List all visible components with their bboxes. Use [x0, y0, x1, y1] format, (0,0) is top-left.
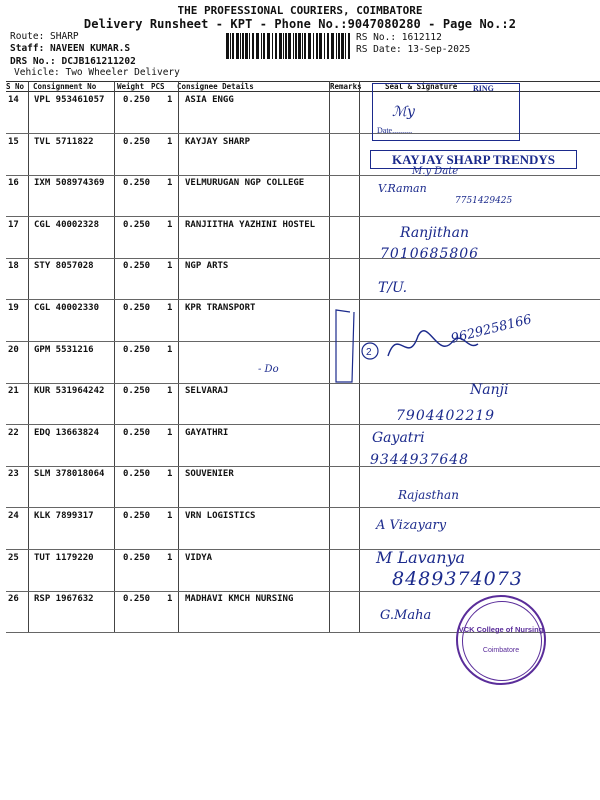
rs-date: RS Date: 13-Sep-2025	[356, 44, 471, 55]
row-weight: 0.250	[123, 344, 151, 355]
row-consignment: VPL 953461057	[34, 95, 105, 105]
col-consignee-header: Consignee Details	[177, 82, 254, 91]
drs-label: DRS No.: DCJB161211202	[10, 56, 136, 67]
row-weight: 0.250	[123, 511, 151, 521]
signature-row-18: T/U.	[378, 280, 408, 296]
barcode-bar	[345, 33, 346, 59]
row-consignment: CGL 40002328	[34, 219, 100, 230]
row-weight: 0.250	[123, 594, 151, 605]
row-weight: 0.250	[123, 95, 151, 105]
staff-label: Staff: NAVEEN KUMAR.S	[10, 43, 131, 54]
row-pcs: 1	[167, 344, 173, 355]
row-pcs: 1	[167, 386, 173, 397]
company-title: THE PROFESSIONAL COURIERS, COIMBATORE	[177, 4, 423, 17]
barcode-bar	[263, 33, 265, 59]
signature-row-25-phone: 8489374073	[392, 568, 523, 590]
row-consignment: CGL 40002330	[34, 303, 100, 313]
row-weight: 0.250	[123, 303, 151, 313]
signature-row-26: G.Maha	[380, 608, 432, 623]
table-row	[6, 507, 600, 550]
row-consignment: KUR 531964242	[34, 386, 105, 397]
row-pcs: 1	[167, 552, 173, 563]
signature-row-17-phone: 7010685806	[380, 246, 480, 262]
row-pcs: 1	[167, 178, 173, 189]
barcode-bar	[285, 33, 287, 59]
col-weight-header: Weight	[117, 82, 145, 91]
row-weight: 0.250	[123, 178, 151, 189]
barcode-bar	[267, 33, 270, 59]
signature-row-19-phone: 9629258166	[449, 312, 534, 347]
barcode-bar	[256, 33, 259, 59]
row-consignee: KPR TRANSPORT	[185, 303, 256, 313]
signature-rows-19-20	[328, 306, 588, 390]
row-sno: 18	[8, 261, 19, 272]
barcode-bar	[327, 33, 329, 59]
rs-number: RS No.: 1612112	[356, 32, 442, 43]
seal-inner-ring	[462, 601, 542, 681]
vehicle-label: Vehicle: Two Wheeler Delivery	[14, 67, 180, 78]
signature-row-22-phone: 9344937648	[370, 452, 470, 468]
row-pcs: 1	[167, 469, 173, 480]
signature-row-23: Rajasthan	[398, 488, 459, 502]
barcode-bar	[341, 33, 344, 59]
row-sno: 16	[8, 178, 19, 189]
row-consignment: SLM 378018064	[34, 469, 105, 480]
row-consignee: VIDYA	[185, 552, 213, 563]
signature-row-21-phone: 7904402219	[396, 408, 496, 424]
row-sno: 21	[8, 386, 19, 397]
row-consignment: STY 8057028	[34, 261, 94, 272]
row-consignment: EDQ 13663824	[34, 427, 100, 438]
table-row	[6, 257, 600, 300]
signature-row-16-name: V.Raman	[378, 182, 427, 195]
row-pcs: 1	[167, 511, 173, 521]
remark-row-20: - Do	[258, 364, 279, 375]
barcode-bar	[298, 33, 301, 59]
barcode-bar	[275, 33, 277, 59]
row-pcs: 1	[167, 95, 173, 105]
barcode-bar	[304, 33, 306, 59]
barcode-bar	[279, 33, 282, 59]
svg-text:2: 2	[366, 347, 372, 358]
barcode-bar	[331, 33, 334, 59]
row-sno: 26	[8, 594, 19, 605]
row-weight: 0.250	[123, 261, 151, 272]
row-sno: 22	[8, 427, 19, 438]
table-row	[6, 424, 600, 467]
barcode-bar	[226, 33, 229, 59]
row-sno: 19	[8, 303, 19, 313]
row-consignee: RANJIITHA YAZHINI HOSTEL	[185, 219, 316, 230]
row-consignee: VELMURUGAN NGP COLLEGE	[185, 178, 305, 189]
row-consignee: GAYATHRI	[185, 427, 229, 438]
row-sno: 14	[8, 95, 19, 105]
stamp-date: Date..........	[377, 126, 413, 135]
barcode	[226, 33, 352, 59]
signature-row-24: A Vizayary	[376, 518, 447, 533]
row-sno: 24	[8, 511, 19, 521]
barcode-bar	[302, 33, 303, 59]
row-consignment: KLK 7899317	[34, 511, 94, 521]
row-weight: 0.250	[123, 136, 151, 147]
signature-row-14: ℳy	[392, 104, 415, 120]
barcode-bar	[295, 33, 297, 59]
row-consignment: RSP 1967632	[34, 594, 94, 605]
row-consignee: SELVARAJ	[185, 386, 229, 397]
row-weight: 0.250	[123, 469, 151, 480]
barcode-bar	[252, 33, 254, 59]
row-consignee: MADHAVI KMCH NURSING	[185, 594, 294, 605]
col-seal-header: Seal & Signature	[385, 82, 458, 91]
row-consignee: ASIA ENGG	[185, 95, 234, 105]
col-remarks-header: Remarks	[330, 82, 362, 91]
barcode-bar	[313, 33, 314, 59]
barcode-bar	[348, 33, 350, 59]
row-consignment: TUT 1179220	[34, 552, 94, 563]
col-pcs-header: PCS	[151, 82, 165, 91]
barcode-bar	[245, 33, 248, 59]
row-consignee: NGP ARTS	[185, 261, 229, 272]
signature-row-21-name: Nanji	[470, 382, 509, 398]
row-weight: 0.250	[123, 219, 151, 230]
row-pcs: 1	[167, 303, 173, 313]
seal-city: Coimbatore	[482, 647, 520, 654]
signature-row-17-name: Ranjithan	[400, 225, 470, 241]
seal-text: VCK College of Nursing	[458, 625, 544, 634]
barcode-bar	[308, 33, 311, 59]
row-weight: 0.250	[123, 427, 151, 438]
barcode-bar	[236, 33, 239, 59]
row-pcs: 1	[167, 261, 173, 272]
row-consignee: KAYJAY SHARP	[185, 136, 251, 147]
row-pcs: 1	[167, 136, 173, 147]
runsheet-subtitle: Delivery Runsheet - KPT - Phone No.:9047080280 - Page No.:2	[83, 17, 517, 31]
barcode-bar	[288, 33, 291, 59]
barcode-bar	[293, 33, 294, 59]
row-sno: 17	[8, 219, 19, 230]
kayjay-stamp: KAYJAY SHARP TRENDYS	[370, 150, 577, 169]
row-weight: 0.250	[123, 552, 151, 563]
barcode-bar	[283, 33, 284, 59]
row-sno: 25	[8, 552, 19, 563]
row-consignment: TVL 5711822	[34, 136, 94, 147]
barcode-bar	[230, 33, 231, 59]
barcode-bar	[242, 33, 244, 59]
barcode-bar	[316, 33, 318, 59]
barcode-bar	[232, 33, 234, 59]
barcode-bar	[319, 33, 322, 59]
table-row	[6, 465, 600, 508]
stamp-text: RING	[473, 84, 494, 93]
signature-row-22-name: Gayatri	[372, 430, 425, 446]
route-label: Route: SHARP	[10, 31, 79, 42]
signature-row-16-phone: 7751429425	[455, 196, 513, 206]
barcode-bar	[338, 33, 340, 59]
barcode-bar	[324, 33, 325, 59]
table-row	[6, 216, 600, 259]
signature-row-25-name: M Lavanya	[376, 548, 466, 567]
row-pcs: 1	[167, 219, 173, 230]
col-consignment-header: Consignment No	[33, 82, 97, 91]
barcode-bar	[240, 33, 241, 59]
row-pcs: 1	[167, 427, 173, 438]
barcode-bar	[336, 33, 337, 59]
signature-row-15: M.y Date	[412, 166, 459, 177]
row-sno: 15	[8, 136, 19, 147]
college-seal	[456, 595, 546, 685]
row-consignment: GPM 5531216	[34, 344, 94, 355]
row-consignee: VRN LOGISTICS	[185, 511, 256, 521]
barcode-bar	[249, 33, 250, 59]
row-consignment: IXM 508974369	[34, 178, 105, 189]
row-sno: 20	[8, 344, 19, 355]
row-pcs: 1	[167, 594, 173, 605]
barcode-bar	[261, 33, 262, 59]
col-sno-header: S No	[6, 82, 25, 91]
row-consignee: SOUVENIER	[185, 469, 234, 480]
row-sno: 23	[8, 469, 19, 480]
barcode-bar	[272, 33, 273, 59]
row-weight: 0.250	[123, 386, 151, 397]
